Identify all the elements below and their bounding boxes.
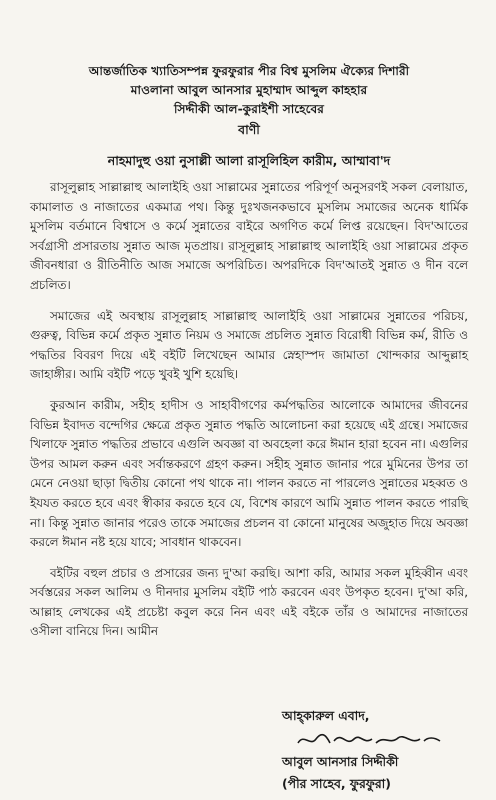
heading-bani: বাণী <box>238 122 260 137</box>
signatory-title: (পীর সাহেব, ফুরফুরা) <box>282 776 391 791</box>
handwritten-signature <box>294 729 444 751</box>
paragraph-2: সমাজের এই অবস্থায় রাসূলুল্লাহ সাল্লাল্লাহু আলাইহি ওয়া সাল্লামের সুন্নাতের পরিচয়, গুরুত্ব, বিভিন্ন কর্মে প্রকৃত সুন্নাত নিয়ম ও সমাজে প্রচলিত সুন্নাত বিরোধী বিভিন্ন কর্ম, রীতি ও পদ্ধতির বিবরণ দিয়ে এই বইটি লিখেছেন আমার স্নেহাস্পদ জামাতা খোন্দকার আব্দুল্লাহ জাহাঙ্গীর। আমি বইটি পড়ে খুবই খুশি হয়েছি। <box>30 308 468 382</box>
signature-block <box>282 705 482 795</box>
paragraph-1: রাসূলুল্লাহ সাল্লাল্লাহু আলাইহি ওয়া সাল্লামের সুন্নাতের পরিপূর্ণ অনুসরণই সকল বেলায়াত, কামালাত ও নাজাতের একমাত্র পথ। কিন্তু দুঃখজনকভাবে মুসলিম সমাজের অনেক ধার্মিক মুসলিম বর্তমানে বিশ্বাসে ও কর্মে সুন্নাতের বাইরে অগণিত কর্মে লিপ্ত রয়েছেন। বিদ'আতের সর্বগ্রাসী প্রসারতায় সুন্নাত আজ মৃতপ্রায়। রাসূলুল্লাহ সাল্লাল্লাহু আলাইহি ওয়া সাল্লামের প্রকৃত জীবনধারা ও রীতিনীতি আজ সমাজে অপরিচিত। অপরদিকে বিদ'আতই সুন্নাত ও দীন বলে প্রচলিত। <box>30 180 468 292</box>
closing-text: আহ্কারুল এবাদ, <box>282 708 370 723</box>
salutation: নাহমাদুহু ওয়া নুসাল্লী আলা রাসূলিহিল কারীম, আম্মাবা'দ <box>107 153 391 168</box>
heading-line-3: সিদ্দীকী আল-কুরাইশী সাহেবের <box>174 102 324 116</box>
paragraph-3: কুরআন কারীম, সহীহ হাদীস ও সাহাবীগণের কর্মপদ্ধতির আলোকে আমাদের জীবনের বিভিন্ন ইবাদত বন্দেগির ক্ষেত্রে প্রকৃত সুন্নাত পদ্ধতি আলোচনা করা হয়েছে এই গ্রন্থে। সমাজের খিলাফে সুন্নাত পদ্ধতির প্রভাবে এগুলি অবজ্ঞা বা অবহেলা করে ঈমান হারা হবেন না। এগুলির উপর আমল করুন এবং সর্বান্তকরণে গ্রহণ করুন। সহীহ সুন্নাত জানার পরে মুমিনের উপর তা মেনে নেওয়া ছাড়া দ্বিতীয় কোনো পথ থাকে না। পালন করতে না পারলেও সুন্নাতের মহব্বত ও ইযযত করতে হবে এবং স্বীকার করতে হবে যে, বিশেষ কারণে আমি সুন্নাত পালন করতে পারছি না। কিন্তু সুন্নাত জানার পরেও তাকে সমাজের প্রচলন বা কোনো মানুষের অজুহাত দিয়ে অবজ্ঞা করলে ঈমান নষ্ট হয়ে যাবে; সাবধান থাকবেন। <box>30 397 468 550</box>
heading-line-2: মাওলানা আবুল আনসার মুহাম্মাদ আব্দুল কাহহার <box>130 83 368 97</box>
heading-line-1: আন্তর্জাতিক খ্যাতিসম্পন্ন ফুরফুরার পীর বিশ্ব মুসলিম ঐক্যের দিশারী <box>88 64 410 78</box>
paragraph-4: বইটির বহুল প্রচার ও প্রসারের জন্য দু'আ করছি। আশা করি, আমার সকল মুহিব্বীন এবং সর্বস্তরের সকল আলিম ও দীনদার মুসলিম বইটি পাঠ করবেন এবং উপকৃত হবেন। দু'আ করি, আল্লাহ লেখকের এই প্রচেষ্টা কবুল করে নিন এবং এই বইকে তাঁর ও আমাদের নাজাতের ওসীলা বানিয়ে দিন। আমীন <box>30 565 468 639</box>
signatory-name: আবুল আনসার সিদ্দীকী <box>282 754 399 769</box>
